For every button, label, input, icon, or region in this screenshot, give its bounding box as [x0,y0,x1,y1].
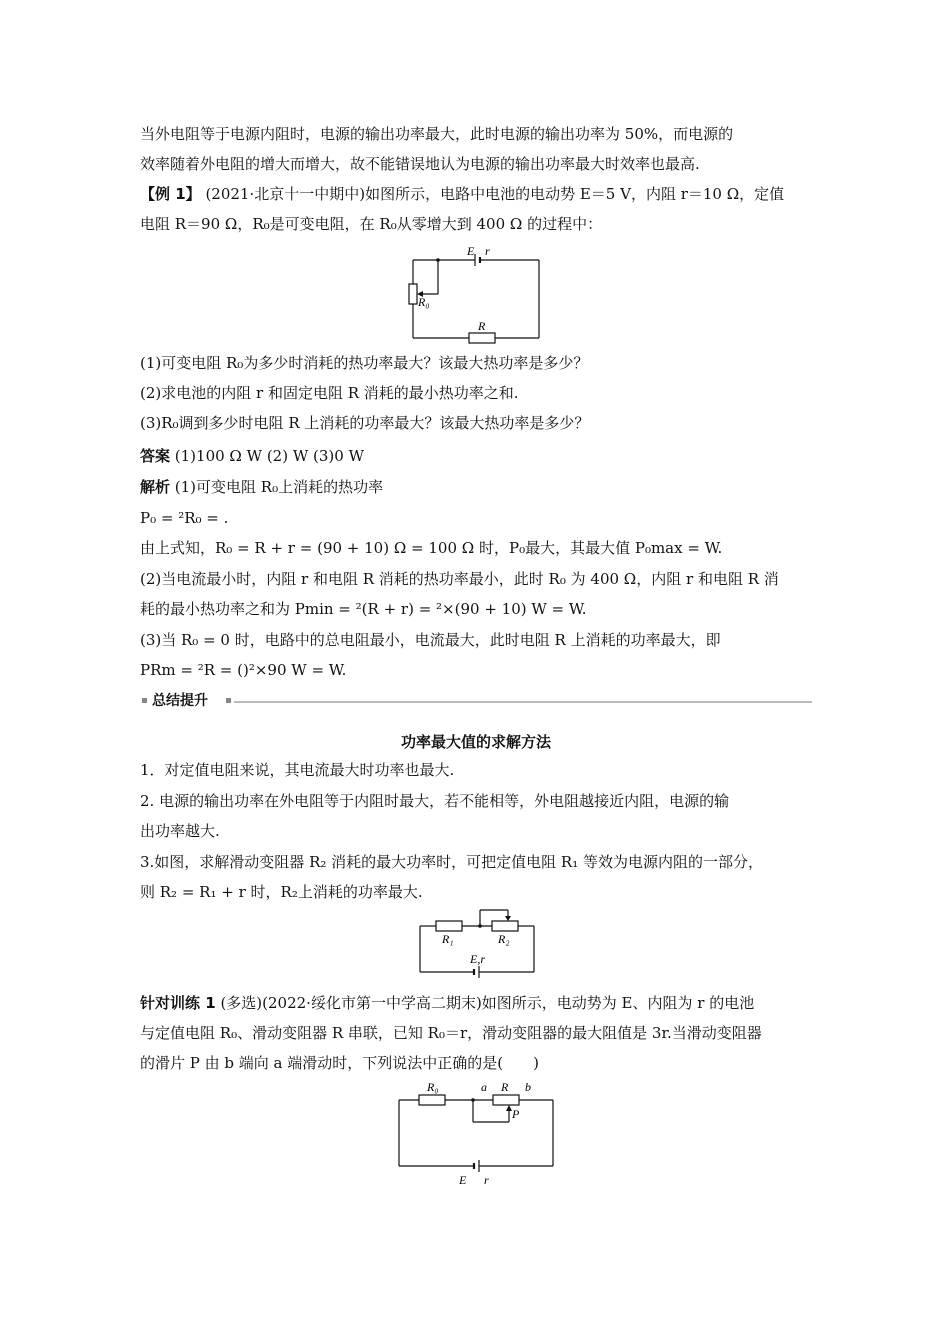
example1-tag: 【例 1】 [140,185,201,203]
fig3-label-b: b [525,1080,531,1094]
drill1-label: 针对训练 1 [140,994,216,1012]
circuit-figure-3 [397,1080,557,1190]
example1-analysis-7: PRm = ²R = ()²×90 W = W. [140,661,347,679]
answer-text: (1)100 Ω W (2) W (3)0 W [170,447,364,465]
example1-analysis-3: 由上式知，R₀ = R + r = (90 + 10) Ω = 100 Ω 时，P₀最大，其最大值 P₀max = W. [140,539,723,557]
fig1-label-E: E [467,244,475,258]
intro-line-1: 当外电阻等于电源内阻时，电源的输出功率最大，此时电源的输出功率为 50%，而电源的 [140,125,734,143]
summary-point-1: 1．对定值电阻来说，其电流最大时功率也最大. [140,761,455,779]
circuit-figure-2 [418,906,538,976]
analysis-label: 解析 [140,478,171,496]
fig2-label-Er: E,r [470,952,485,966]
analysis-text-1: (1)可变电阻 R₀上消耗的热功率 [170,478,384,496]
circuit-figure-1 [405,242,545,342]
answer-label: 答案 [140,447,171,465]
example1-line-2: 电阻 R＝90 Ω，R₀是可变电阻，在 R₀从零增大到 400 Ω 的过程中： [140,215,603,233]
fig3-label-R: R [501,1080,509,1094]
example1-question-2: (2)求电池的内阻 r 和固定电阻 R 消耗的最小热功率之和. [140,384,519,402]
summary-point-3a: 3.如图，求解滑动变阻器 R₂ 消耗的最大功率时，可把定值电阻 R₁ 等效为电源内阻的一部分， [140,853,764,871]
bullet-square-icon [142,698,147,703]
fig1-label-R: R [478,319,486,333]
drill1-line-3: 的滑片 P 由 b 端向 a 端滑动时，下列说法中正确的是( ) [140,1054,539,1072]
fig3-label-r: r [484,1173,489,1187]
drill1-line-1 [140,992,812,1014]
fig3-label-E: E [459,1173,467,1187]
drill1-line-2: 与定值电阻 R₀、滑动变阻器 R 串联，已知 R₀＝r，滑动变阻器的最大阻值是 3r.当滑动变阻器 [140,1024,762,1042]
fig2-label-R1: R₁ [442,932,454,946]
drill1-text-1: (多选)(2022·绥化市第一中学高二期末)如图所示，电动势为 E、内阻为 r 的电池 [215,994,755,1012]
summary-point-3b: 则 R₂ = R₁ + r 时，R₂上消耗的功率最大. [140,883,423,901]
intro-line-2: 效率随着外电阻的增大而增大，故不能错误地认为电源的输出功率最大时效率也最高. [140,155,700,173]
summary-point-2a: 2. 电源的输出功率在外电阻等于内阻时最大，若不能相等，外电阻越接近内阻，电源的输 [140,792,730,810]
example1-analysis-1 [140,476,812,498]
example1-text-1: (2021·北京十一中期中)如图所示，电路中电池的电动势 E＝5 V，内阻 r＝10 Ω，定值 [200,185,785,203]
fig3-label-R0: R₀ [427,1080,439,1094]
summary-label: 总结提升 [152,693,208,709]
fig3-label-P: P [512,1107,520,1121]
example1-analysis-5: 耗的最小热功率之和为 Pmin = ²(R + r) = ²×(90 + 10) W = W. [140,600,587,618]
example1-analysis-2: P₀ = ²R₀ = . [140,509,229,527]
fig1-label-r: r [485,244,490,258]
fig2-label-R2: R₂ [498,932,510,946]
example1-analysis-6: (3)当 R₀ = 0 时，电路中的总电阻最小，电流最大，此时电阻 R 上消耗的功率最大，即 [140,631,721,649]
fig1-label-R0: R₀ [418,295,430,309]
example1-analysis-4: (2)当电流最小时，内阻 r 和电阻 R 消耗的热功率最小，此时 R₀ 为 400 Ω，内阻 r 和电阻 R 消 [140,570,779,588]
summary-title: 功率最大值的求解方法 [400,733,551,751]
fig3-label-a: a [481,1080,487,1094]
summary-point-2b: 出功率越大. [140,822,220,840]
example1-answer [140,445,812,467]
example1-question-3: (3)R₀调到多少时电阻 R 上消耗的功率最大？该最大热功率是多少？ [140,414,590,432]
example1-line-1 [140,183,812,205]
summary-header [140,690,812,712]
bullet-square-icon [226,698,231,703]
example1-question-1: (1)可变电阻 R₀为多少时消耗的热功率最大？该最大热功率是多少？ [140,354,589,372]
divider [234,701,812,703]
